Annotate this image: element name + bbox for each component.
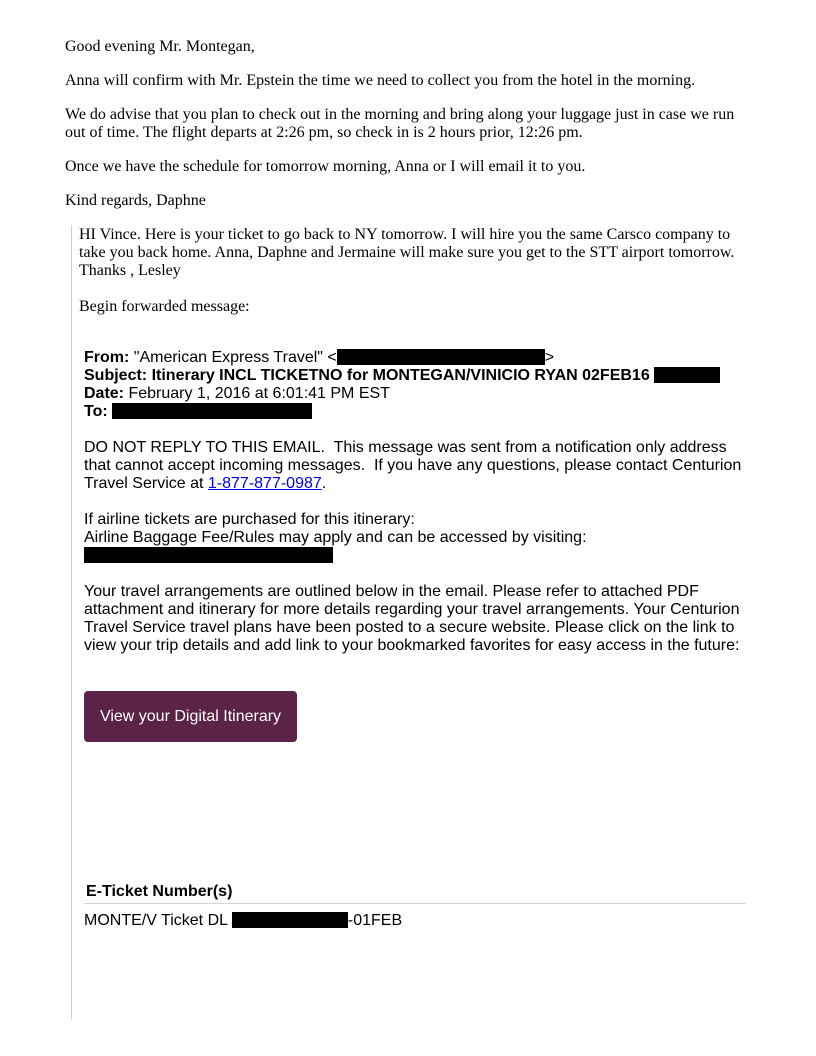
phone-link[interactable]: 1-877-877-0987 (207, 475, 322, 492)
redaction (654, 367, 720, 383)
airline-line-1: If airline tickets are purchased for this itinerary: (84, 511, 415, 528)
view-itinerary-button[interactable]: View your Digital Itinerary (84, 691, 297, 742)
date-line: Date: February 1, 2016 at 6:01:41 PM EST (84, 385, 390, 402)
redaction (337, 349, 545, 365)
paragraph-collect: Anna will confirm with Mr. Epstein the time we need to collect you from the hotel in the morning. (65, 72, 696, 89)
greeting: Good evening Mr. Montegan, (65, 38, 255, 55)
forward-label: Begin forwarded message: (79, 298, 250, 315)
airline-line-2: Airline Baggage Fee/Rules may apply and can be accessed by visiting: (84, 529, 587, 546)
paragraph-schedule: Once we have the schedule for tomorrow morning, Anna or I will email it to you. (65, 158, 586, 175)
notice-paragraph: DO NOT REPLY TO THIS EMAIL. This message was sent from a notification only address that cannot accept incoming messages. If you have any questions, please contact Centurion Travel Service at 1-877-877-0987. (84, 439, 746, 492)
from-line: From: "American Express Travel" < > (84, 349, 555, 366)
quote-bar (71, 225, 72, 1020)
airline-info (84, 511, 754, 565)
redaction (84, 547, 333, 563)
subject-line: Subject: Itinerary INCL TICKETNO for MONTEGAN/VINICIO RYAN 02FEB16 (84, 367, 754, 385)
to-line: To: (84, 403, 754, 421)
eticket-row: MONTE/V Ticket DL -01FEB (84, 912, 403, 929)
redaction (232, 912, 348, 928)
forward-header (84, 349, 754, 421)
divider (84, 903, 746, 904)
signoff: Kind regards, Daphne (65, 192, 206, 209)
forward-intro: HI Vince. Here is your ticket to go back to NY tomorrow. I will hire you the same Carsco company to take you back home. Anna, Daphne and Jermaine will make sure you get to the STT airport tomorrow. Thanks , Lesley (79, 226, 735, 279)
arrangements-paragraph: Your travel arrangements are outlined below in the email. Please refer to attached PDF attachment and itinerary for more details regarding your travel arrangements. Your Centurion Travel Service travel plans have been posted to a secure website. Please click on the link to view your trip details and add link to your bookmarked favorites for easy access in the future: (84, 583, 740, 654)
paragraph-checkout: We do advise that you plan to check out in the morning and bring along your luggage just in case we run out of time. The flight departs at 2:26 pm, so check in is 2 hours prior, 12:26 pm. (65, 106, 735, 141)
redaction (112, 403, 312, 419)
eticket-heading: E-Ticket Number(s) (86, 883, 233, 900)
